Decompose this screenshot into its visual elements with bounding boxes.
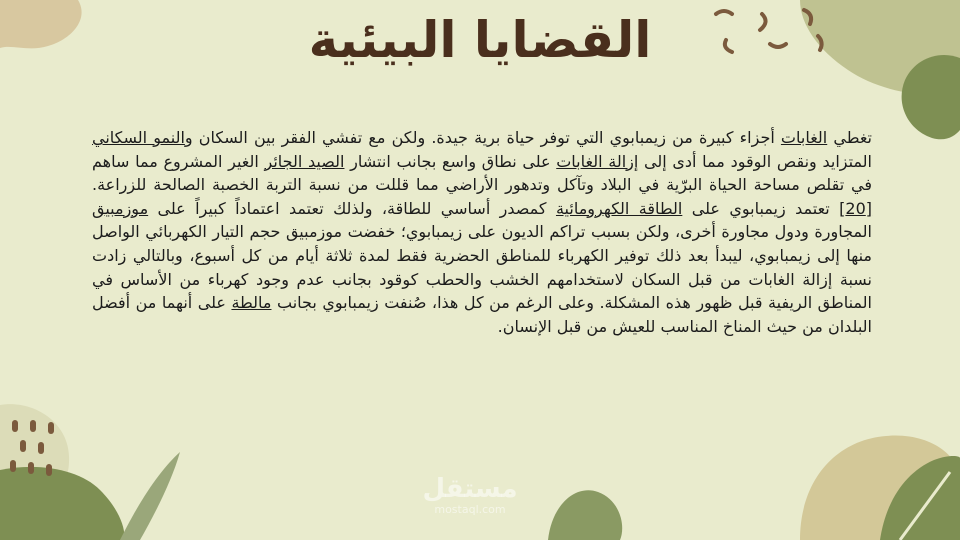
citation-link[interactable]: [20]: [839, 198, 873, 218]
wiki-link[interactable]: موزمبيق: [92, 198, 149, 218]
text-segment: أجزاء كبيرة من زيمبابوي التي توفر حياة برية جيدة. ولكن مع تفشي الفقر بين السكان و: [184, 128, 781, 147]
text-segment: تعتمد زيمبابوي على: [682, 198, 840, 218]
wiki-link[interactable]: النمو السكاني: [92, 128, 185, 147]
text-segment: على أنهما من أفضل البلدان من حيث المناخ المناسب للعيش من قبل الإنسان.: [92, 293, 872, 336]
wiki-link[interactable]: الطاقة الكهرومائية: [555, 198, 683, 218]
wiki-link[interactable]: إزالة الغابات: [556, 151, 639, 171]
text-segment: الغير المشروع مما ساهم في تقلص مساحة الحياة البرّية في البلاد وتآكل وتدهور الأراضي مما قللت من نسبة التربة الخصبة الصالحة للزراعة.: [92, 151, 872, 195]
watermark-url: mostaql.com: [434, 503, 506, 516]
text-segment: كمصدر أساسي للطاقة، ولذلك تعتمد اعتماداً كبيراً على: [148, 198, 556, 218]
body-paragraph: [92, 126, 872, 338]
wiki-link[interactable]: الغابات: [780, 128, 828, 147]
wiki-link[interactable]: الصيد الجائر: [264, 151, 345, 171]
text-segment: تغطي: [827, 128, 873, 147]
blob-bottom-center: [548, 490, 622, 540]
wiki-link[interactable]: مالطة: [231, 293, 272, 313]
leaf-bottom-left: [0, 467, 124, 540]
watermark: [410, 474, 530, 516]
watermark-logo: مستقل: [422, 474, 518, 504]
text-segment: المتزايد ونقص الوقود مما أدى إلى: [638, 151, 872, 171]
text-segment: المجاورة ودول مجاورة أخرى، ولكن بسبب تراكم الديون على زيمبابوي؛ خفضت موزمبيق حجم التيار الكهربائي الواصل منها إلى زيمبابوي، ليبدأ بعد ذلك توفير الكهرباء للمناطق الحضرية فقط لمدة ثلاثة أيام من كل أسبوع، وبالتالي زادت نسبة إزالة الغابات من قبل السكان لاستخدامهم الخشب والحطب كوقود بجانب عدم وجود كهرباء من الأساس في المناطق الريفية قبل ظهور هذه المشكلة. وعلى الرغم من كل هذا، صُنفت زيمبابوي بجانب: [92, 222, 873, 313]
text-segment: على نطاق واسع بجانب انتشار: [344, 151, 557, 171]
sprig-bottom-left: [120, 452, 180, 540]
page-title: القضايا البيئية: [308, 11, 652, 69]
